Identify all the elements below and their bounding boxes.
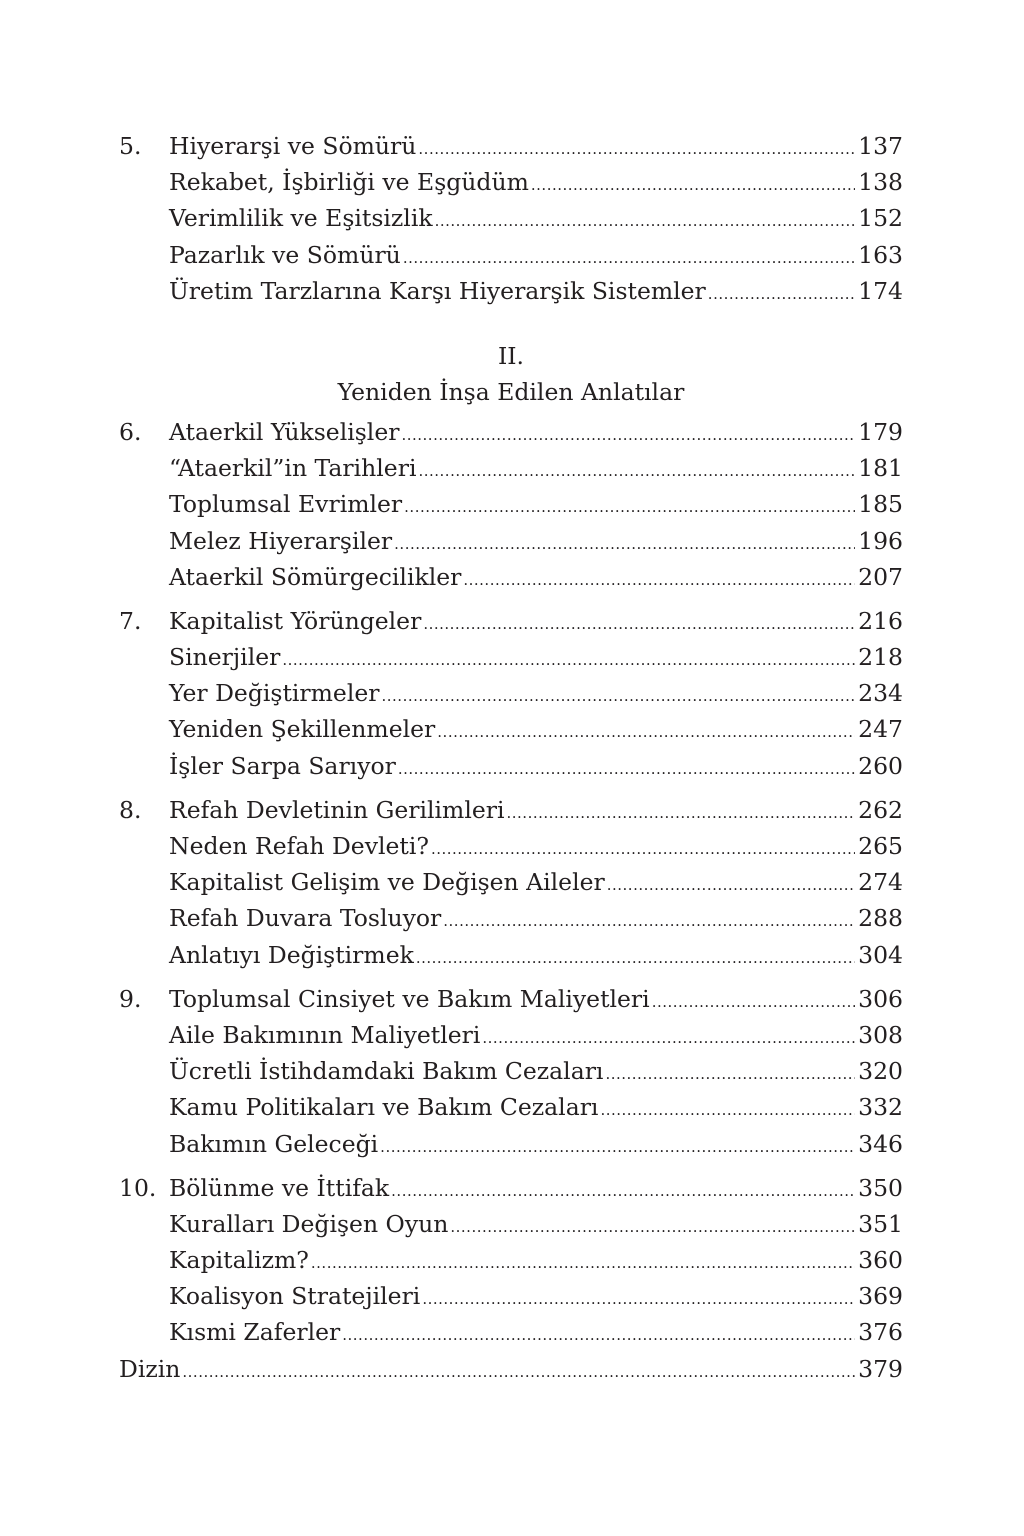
page-number: 196 <box>858 526 903 555</box>
page-number: 346 <box>858 1129 903 1158</box>
section-line <box>119 1017 903 1053</box>
chapter-10 <box>119 1170 903 1351</box>
dot-leader <box>482 1020 855 1053</box>
chapter-number: 5. <box>119 132 142 160</box>
section-title: Rekabet, İşbirliği ve Eşgüdüm <box>169 168 529 197</box>
chapter-title: Hiyerarşi ve Sömürü <box>169 132 417 160</box>
table-of-contents <box>119 128 903 1387</box>
section-line <box>119 828 903 864</box>
index-line <box>119 1351 903 1387</box>
section-title: Kapitalizm? <box>169 1246 309 1275</box>
section-line <box>119 164 903 200</box>
section-title: Aile Bakımının Maliyetleri <box>169 1020 481 1049</box>
section-line <box>119 1126 903 1162</box>
page-number: 306 <box>858 984 903 1013</box>
section-title: Ataerkil Sömürgecilikler <box>169 562 462 591</box>
section-line <box>119 486 903 522</box>
page-number: 260 <box>858 751 903 780</box>
page-number: 174 <box>858 276 903 305</box>
section-line <box>119 1053 903 1089</box>
page-number: 163 <box>858 240 903 269</box>
section-line <box>119 711 903 747</box>
dot-leader <box>403 240 855 273</box>
dot-leader <box>416 940 855 973</box>
section-title: Neden Refah Devleti? <box>169 832 429 860</box>
dot-leader <box>182 1354 855 1387</box>
section-title: Kapitalist Gelişim ve Değişen Aileler <box>169 868 605 897</box>
section-line <box>119 1206 903 1242</box>
dot-leader <box>391 1173 855 1206</box>
chapter-9 <box>119 981 903 1162</box>
page-number: 152 <box>858 204 903 233</box>
section-title: Üretim Tarzlarına Karşı Hiyerarşik Sistemler <box>169 276 706 305</box>
page-number: 332 <box>858 1093 903 1122</box>
chapter-6 <box>119 414 903 595</box>
page-number: 247 <box>858 715 903 744</box>
dot-leader <box>382 678 856 711</box>
section-title: Ücretli İstihdamdaki Bakım Cezaları <box>169 1057 604 1086</box>
page-number: 185 <box>858 490 903 519</box>
section-line <box>119 748 903 784</box>
page-number: 216 <box>858 606 903 635</box>
chapter-number: 7. <box>119 606 142 635</box>
chapter-title: Ataerkil Yükselişler <box>169 417 400 446</box>
section-title: Melez Hiyerarşiler <box>169 526 393 555</box>
page-number: 138 <box>858 168 903 197</box>
chapter-title: Refah Devletinin Gerilimleri <box>169 795 505 824</box>
section-title: “Ataerkil”in Tarihleri <box>169 454 417 483</box>
dot-leader <box>422 1281 855 1314</box>
dot-leader <box>418 453 855 486</box>
dot-leader <box>401 417 855 450</box>
page-number: 234 <box>858 679 903 708</box>
chapter-5 <box>119 128 903 309</box>
dot-leader <box>600 1092 855 1125</box>
section-line <box>119 273 903 309</box>
dot-leader <box>507 795 856 828</box>
section-title: Kamu Politikaları ve Bakım Cezaları <box>169 1093 599 1122</box>
chapter-number: 10. <box>119 1173 157 1202</box>
page-number: 308 <box>858 1020 903 1049</box>
part-numeral: II. <box>497 341 525 370</box>
chapter-number: 6. <box>119 417 142 446</box>
page-number: 376 <box>858 1318 903 1347</box>
dot-leader <box>431 831 855 864</box>
section-line <box>119 523 903 559</box>
dot-leader <box>418 131 855 164</box>
section-line <box>119 1089 903 1125</box>
page-number: 262 <box>858 795 903 824</box>
page-number: 288 <box>858 904 903 933</box>
section-title: Koalisyon Stratejileri <box>169 1282 421 1311</box>
dot-leader <box>450 1209 855 1242</box>
section-line <box>119 1314 903 1350</box>
part-heading <box>119 338 903 410</box>
section-line <box>119 675 903 711</box>
section-title: Sinerjiler <box>169 643 281 672</box>
index-title: Dizin <box>119 1354 181 1383</box>
section-title: Refah Duvara Tosluyor <box>169 904 442 933</box>
chapter-heading-line <box>119 128 903 164</box>
page-number: 274 <box>858 868 903 897</box>
page-number: 181 <box>858 454 903 483</box>
chapter-title: Toplumsal Cinsiyet ve Bakım Maliyetleri <box>169 984 650 1013</box>
section-title: Pazarlık ve Sömürü <box>169 240 401 269</box>
part-title: Yeniden İnşa Edilen Anlatılar <box>337 377 685 406</box>
page-number: 320 <box>858 1057 903 1086</box>
chapter-8 <box>119 792 903 973</box>
dot-leader <box>311 1245 855 1278</box>
dot-leader <box>394 526 855 559</box>
chapter-number: 9. <box>119 984 142 1013</box>
section-line <box>119 559 903 595</box>
page-number: 179 <box>858 417 903 446</box>
section-title: Kısmi Zaferler <box>169 1318 341 1347</box>
page-number: 137 <box>858 132 903 160</box>
section-title: Yeniden Şekillenmeler <box>169 715 436 744</box>
section-line <box>119 450 903 486</box>
chapter-heading-line <box>119 1170 903 1206</box>
dot-leader <box>531 167 855 200</box>
dot-leader <box>463 562 855 595</box>
chapter-heading-line <box>119 603 903 639</box>
page-number: 350 <box>858 1173 903 1202</box>
section-line <box>119 1278 903 1314</box>
chapter-number: 8. <box>119 795 142 824</box>
section-line <box>119 237 903 273</box>
dot-leader <box>398 751 855 784</box>
section-line <box>119 1242 903 1278</box>
section-title: İşler Sarpa Sarıyor <box>169 751 396 780</box>
chapter-7 <box>119 603 903 784</box>
page-number: 265 <box>858 832 903 860</box>
section-line <box>119 639 903 675</box>
page-number: 207 <box>858 562 903 591</box>
section-title: Verimlilik ve Eşitsizlik <box>169 204 433 233</box>
chapter-title: Bölünme ve İttifak <box>169 1173 390 1202</box>
page-number: 351 <box>858 1209 903 1238</box>
section-line <box>119 200 903 236</box>
dot-leader <box>380 1129 855 1162</box>
section-title: Kuralları Değişen Oyun <box>169 1209 449 1238</box>
dot-leader <box>282 642 855 675</box>
section-title: Yer Değiştirmeler <box>169 679 380 708</box>
page-number: 360 <box>858 1246 903 1275</box>
section-line <box>119 937 903 973</box>
chapter-heading-line <box>119 981 903 1017</box>
section-title: Bakımın Geleceği <box>169 1129 379 1158</box>
dot-leader <box>423 606 855 639</box>
dot-leader <box>443 903 855 936</box>
page-number: 369 <box>858 1282 903 1311</box>
dot-leader <box>342 1317 855 1350</box>
dot-leader <box>607 867 855 900</box>
dot-leader <box>708 276 855 309</box>
section-line <box>119 900 903 936</box>
dot-leader <box>404 489 855 522</box>
dot-leader <box>435 203 856 236</box>
page-number: 379 <box>858 1354 903 1383</box>
chapter-heading-line <box>119 414 903 450</box>
dot-leader <box>652 984 855 1017</box>
section-line <box>119 864 903 900</box>
page-number: 218 <box>858 643 903 672</box>
chapter-title: Kapitalist Yörüngeler <box>169 606 422 635</box>
dot-leader <box>437 714 855 747</box>
page-number: 304 <box>858 940 903 969</box>
chapter-heading-line <box>119 792 903 828</box>
section-title: Anlatıyı Değiştirmek <box>169 940 414 969</box>
section-title: Toplumsal Evrimler <box>169 490 403 519</box>
dot-leader <box>605 1056 855 1089</box>
